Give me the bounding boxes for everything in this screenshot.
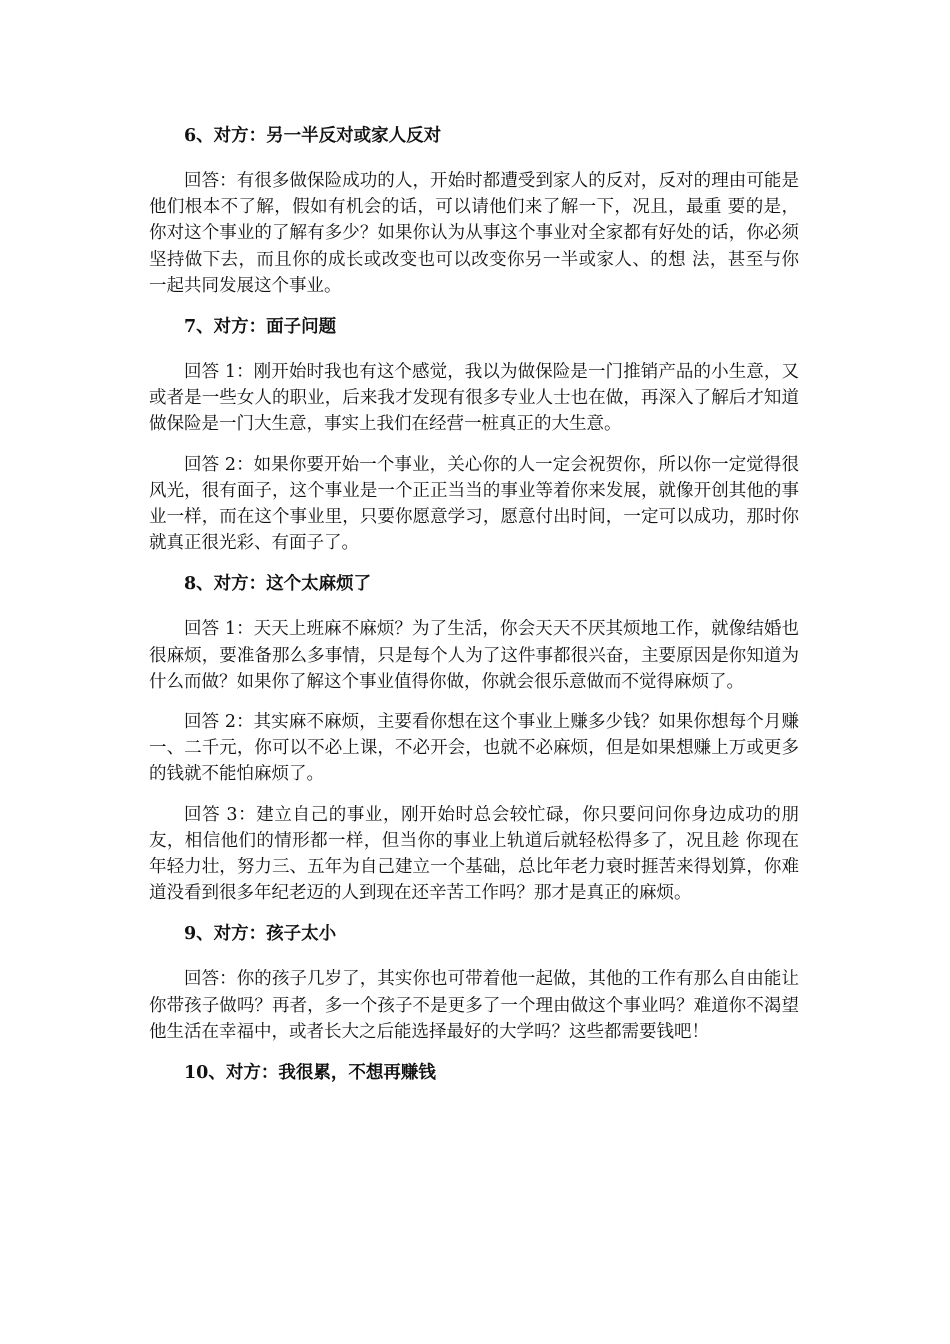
answer-paragraph: 回答 2：如果你要开始一个事业，关心你的人一定会祝贺你，所以你一定觉得很风光，很有面子，这个事业是一个正正当当的事业等着你来发展，就像开创其他的事业一样，而在这个事业里，只要你愿意学习，愿意付出时间，一定可以成功，那时你就真正很光彩、有面子了。 [149,454,799,554]
answer-paragraph: 回答 1：天天上班麻不麻烦？为了生活，你会天天不厌其烦地工作，就像结婚也很麻烦，要准备那么多事情，只是每个人为了这件事都很兴奋，主要原因是你知道为什么而做？如果你了解这个事业值得你做，你就会很乐意做而不觉得麻烦了。 [149,619,799,692]
section-heading-7: 7、对方：面子问题 [184,317,337,338]
answer-paragraph: 回答：有很多做保险成功的人，开始时都遭受到家人的反对，反对的理由可能是他们根本不了解，假如有机会的话，可以请他们来了解一下，况且，最重 要的是，你对这个事业的了解有多少？如果你认为从事这个事业对全家都有好处的话，你必须坚持做下去，而且你的成长或改变也可以改变你另一半或家人、的想 法，甚至与你一起共同发展这个事业。 [149,171,799,296]
section-heading-10: 10、对方：我很累，不想再赚钱 [184,1063,436,1084]
section-heading-9: 9、对方：孩子太小 [184,924,337,945]
section-heading-6: 6、对方：另一半反对或家人反对 [184,126,442,146]
answer-paragraph: 回答 2：其实麻不麻烦，主要看你想在这个事业上赚多少钱？如果你想每个月赚一、二千元，你可以不必上课，不必开会，也就不必麻烦，但是如果想赚上万或更多的钱就不能怕麻烦了。 [149,712,799,785]
section-heading-8: 8、对方：这个太麻烦了 [184,574,372,595]
answer-paragraph: 回答：你的孩子几岁了，其实你也可带着他一起做，其他的工作有那么自由能让你带孩子做吗？再者，多一个孩子不是更多了一个理由做这个事业吗？难道你不渴望他生活在幸福中，或者长大之后能选择最好的大学吗？这些都需要钱吧！ [149,969,799,1042]
answer-paragraph: 回答 3：建立自己的事业，刚开始时总会较忙碌，你只要问问你身边成功的朋友，相信他们的情形都一样，但当你的事业上轨道后就轻松得多了，况且趁 你现在年轻力壮，努力三、五年为自己建立一个基础，总比年老力衰时捱苦来得划算，你难道没看到很多年纪老迈的人到现在还辛苦工作吗？那才是真正的麻烦。 [149,804,799,904]
answer-paragraph: 回答 1：刚开始时我也有这个感觉，我以为做保险是一门推销产品的小生意，又或者是一些女人的职业，后来我才发现有很多专业人士也在做，再深入了解后才知道做保险是一门大生意，事实上我们在经营一桩真正的大生意。 [149,362,799,435]
document-body [149,122,799,1105]
